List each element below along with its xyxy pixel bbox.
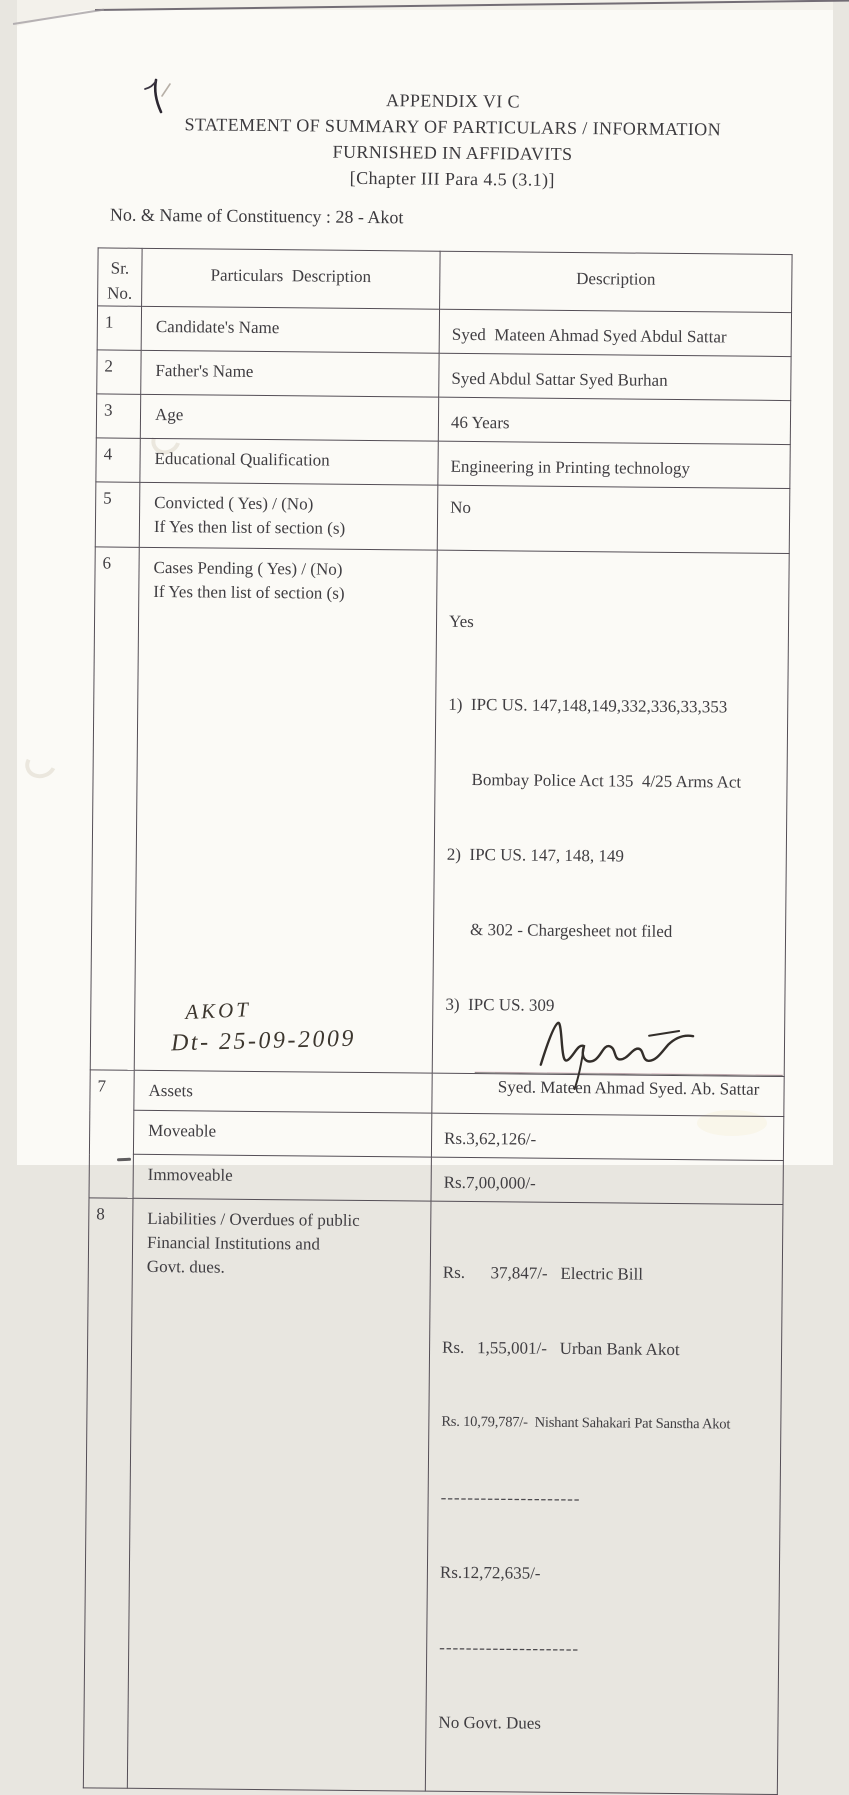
cell-sr-no: 4: [95, 438, 139, 482]
cell-description: 46 Years: [438, 397, 790, 444]
cell-sr-no: 6: [90, 547, 139, 1070]
cell-particular: Moveable: [133, 1110, 431, 1157]
cell-particular: Immoveable: [133, 1154, 431, 1201]
liability-total: Rs.12,72,635/-: [439, 1562, 541, 1583]
govt-dues-note: No Govt. Dues: [437, 1712, 541, 1733]
title-appendix: APPENDIX VI C: [385, 90, 520, 112]
cell-particular: Assets: [133, 1070, 431, 1113]
particular-line: Convicted ( Yes) / (No): [153, 492, 313, 514]
cell-particular: [139, 482, 438, 550]
cell-description: Syed Abdul Sattar Syed Burhan: [438, 353, 790, 400]
header-sr: Sr.: [110, 258, 129, 278]
title-furnished: FURNISHED IN AFFIDAVITS: [332, 141, 573, 164]
cell-sr-no: 2: [96, 350, 140, 394]
table-row: [89, 1154, 783, 1205]
table-row: [96, 394, 790, 445]
cell-particular: Father's Name: [140, 350, 438, 397]
particular-line: Cases Pending ( Yes) / (No): [152, 557, 343, 579]
case-item: 2) IPC US. 147, 148, 149: [446, 844, 624, 866]
document-heading: [102, 84, 803, 195]
signatory-printed-name: Syed. Mateen Ahmad Syed. Ab. Sattar: [497, 1077, 759, 1099]
liability-item: Rs. 1,55,001/- Urban Bank Akot: [441, 1337, 680, 1360]
cell-description: Rs.3,62,126/-: [431, 1113, 783, 1160]
signature-block: [474, 1026, 783, 1100]
handwritten-date: Dt- 25-09-2009: [170, 1025, 356, 1057]
scanned-affidavit-page: [17, 0, 833, 1733]
cell-sr-no: 8: [83, 1198, 133, 1788]
table-row: [89, 1110, 783, 1161]
header-description: Description: [439, 251, 792, 312]
table-row: [97, 306, 791, 357]
table-row: [95, 438, 789, 489]
cell-description: No: [437, 485, 790, 553]
title-statement: STATEMENT OF SUMMARY OF PARTICULARS / INFORMATION: [183, 114, 721, 140]
separator-dashes: ---------------------: [440, 1487, 581, 1509]
liability-item: Rs. 10,79,787/- Nishant Sahakari Pat Sanstha Akot: [440, 1413, 730, 1433]
table-row: [90, 547, 789, 1077]
cell-particular: Age: [140, 394, 438, 441]
header-sr-no: [97, 248, 142, 306]
table-header-row: [97, 248, 792, 313]
handwritten-place: AKOT: [184, 997, 251, 1024]
constituency-line: No. & Name of Constituency : 28 - Akot: [109, 204, 403, 228]
table-row: [96, 350, 790, 401]
table-row: [95, 482, 790, 554]
signature-scribble: [536, 1013, 727, 1098]
header-no: No.: [106, 283, 132, 303]
particular-line: Liabilities / Overdues of public: [146, 1208, 360, 1230]
particular-line: Govt. dues.: [146, 1256, 225, 1277]
separator-dashes: ---------------------: [438, 1637, 579, 1659]
cases-pending-answer: Yes: [448, 611, 474, 632]
document-content: [5, 0, 832, 1733]
title-chapter: [Chapter III Para 4.5 (3.1)]: [349, 167, 555, 190]
liability-item: Rs. 37,847/- Electric Bill: [442, 1262, 643, 1284]
case-item: 3) IPC US. 309: [444, 994, 555, 1015]
particular-line: Financial Institutions and: [146, 1232, 320, 1254]
cell-particular: [134, 547, 437, 1073]
cell-particular: [127, 1198, 431, 1791]
case-item-continued: & 302 - Chargesheet not filed: [469, 920, 672, 941]
cell-description: Engineering in Printing technology: [437, 441, 789, 488]
cell-particular: Candidate's Name: [141, 306, 439, 353]
case-item: 1) IPC US. 147,148,149,332,336,33,353: [447, 694, 727, 717]
particular-line: If Yes then list of section (s): [152, 581, 345, 603]
cell-sr-no: 5: [95, 482, 140, 547]
cell-sr-no: 7: [89, 1070, 134, 1198]
table-row: [83, 1198, 783, 1795]
cell-particular: Educational Qualification: [139, 438, 437, 485]
header-particulars: Particulars Description: [141, 248, 440, 309]
particular-line: If Yes then list of section (s): [153, 516, 345, 538]
cell-description: [425, 1201, 783, 1794]
cell-description: [432, 550, 789, 1076]
cell-sr-no: 3: [96, 394, 140, 438]
case-item-continued: Bombay Police Act 135 4/25 Arms Act: [470, 770, 741, 792]
cell-description: Syed Mateen Ahmad Syed Abdul Sattar: [439, 309, 791, 356]
cell-sr-no: 1: [97, 306, 141, 350]
cell-description: Rs.7,00,000/-: [430, 1157, 782, 1204]
